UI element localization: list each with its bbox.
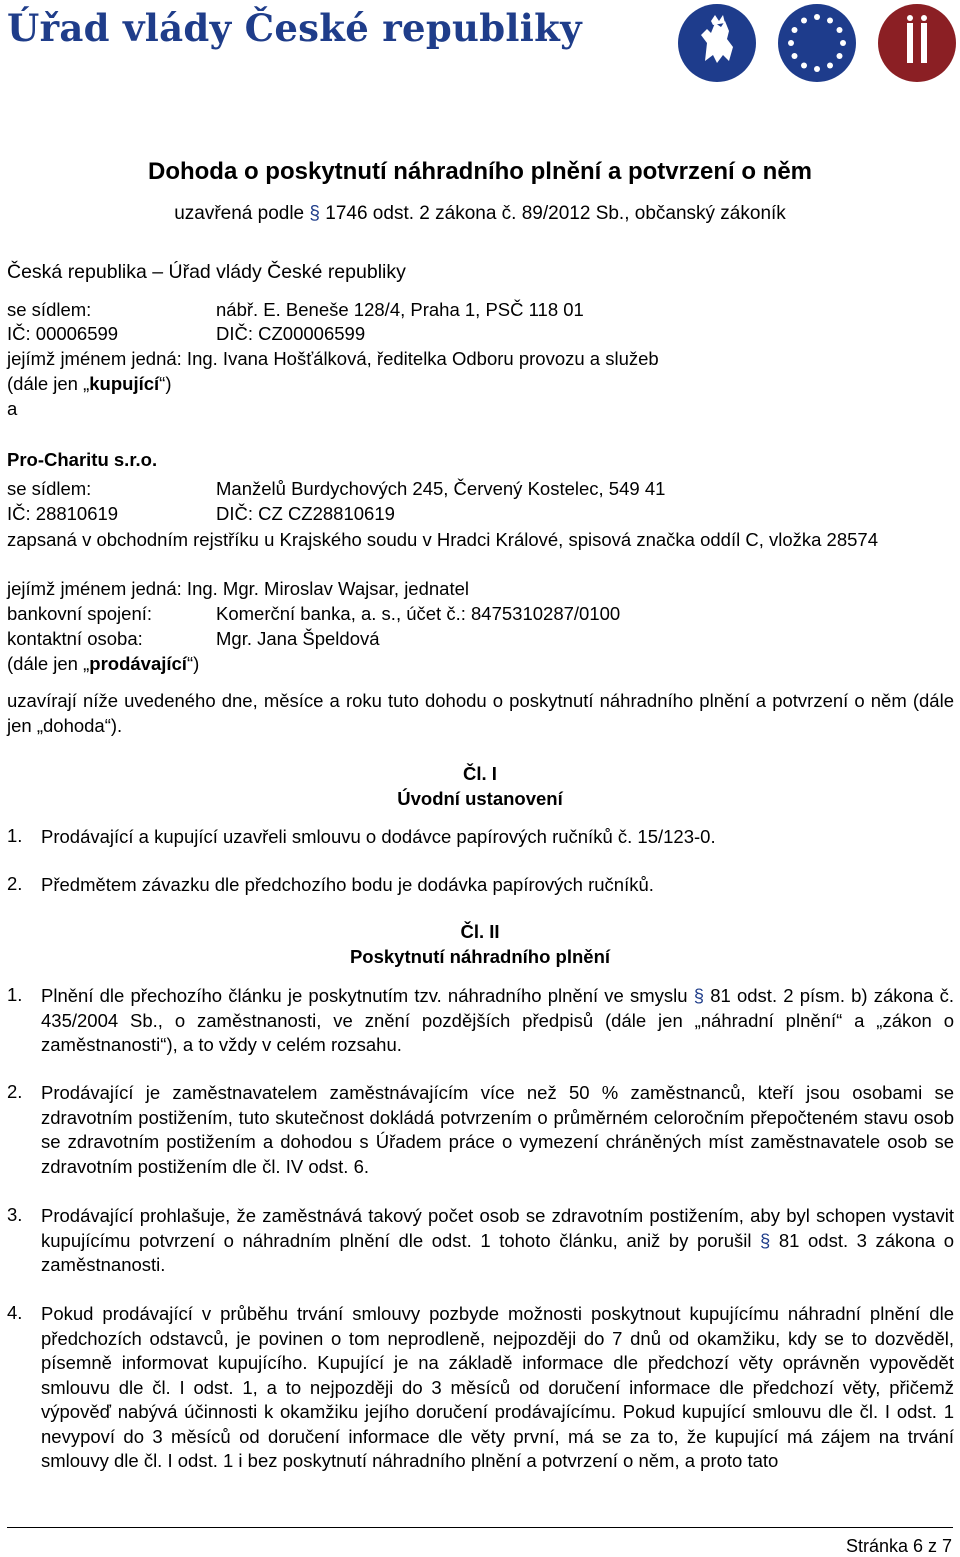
buyer-alias: (dále jen „kupující“) xyxy=(7,373,172,394)
buyer-seat-value: nábř. E. Beneše 128/4, Praha 1, PSČ 118 01 xyxy=(216,299,584,320)
article-1-item-2-text: Předmětem závazku dle předchozího bodu je dodávka papírových ručníků. xyxy=(41,874,654,895)
article-2-item-3-text: Prodávající prohlašuje, že zaměstnává takový počet osob se zdravotním postižením, aby byl schopen vystavit kupujícímu potvrzení o náhradním plnění dle odst. 1 tohoto článku, aniž by porušil § 81 odst. 3 zákona o zaměstnanosti. xyxy=(41,1205,955,1275)
seller-contact-label: kontaktní osoba: xyxy=(7,628,143,649)
article-2-item-2-text: Prodávající je zaměstnavatelem zaměstnávajícím více než 50 % zaměstnanců, kteří jsou osobami se zdravotním postižením, tuto skutečnost dokládá potvrzením o průměrném celoročním přepočteném stavu osob se zdravotním postižením a dohodou s Úřadem práce o vymezení chráněných míst zaměstnavatele osob se zdravotním postižením dle čl. IV odst. 6. xyxy=(41,1082,954,1177)
document-title: Dohoda o poskytnutí náhradního plnění a potvrzení o něm xyxy=(147,158,813,185)
section-sign: § xyxy=(693,985,705,1006)
footer-divider xyxy=(7,1527,953,1528)
buyer-ic: IČ: 00006599 xyxy=(7,323,119,344)
seller-bank-label: bankovní spojení: xyxy=(7,603,153,624)
buyer-dic: DIČ: CZ00006599 xyxy=(216,323,366,344)
czech-lion-emblem-icon xyxy=(677,3,757,83)
article-2-item-4-number: 4. xyxy=(7,1302,23,1323)
article-2-item-1-text: Plnění dle přechozího článku je poskytnutím tzv. náhradního plnění ve smyslu § 81 odst. 2 písm. b) zákona č. 435/2004 Sb., o zaměstnanosti, ve znění pozdějších předpisů (dále jen „náhradní plnění“ a „zákon o zaměstnanosti“), a to vždy v celém rozsahu. xyxy=(41,985,954,1055)
article-1-item-1-number: 1. xyxy=(7,825,23,846)
seller-alias: (dále jen „prodávající“) xyxy=(7,653,200,674)
section-sign: § xyxy=(760,1229,771,1251)
document-subtitle: uzavřená podle § 1746 odst. 2 zákona č. 89/2012 Sb., občanský zákoník xyxy=(174,203,786,224)
header-title: Úřad vlády České republiky xyxy=(7,6,582,50)
buyer-name: Česká republika – Úřad vlády České republiky xyxy=(7,261,406,283)
eu-stars-emblem-icon xyxy=(777,3,857,83)
government-emblem-icon xyxy=(877,3,957,83)
article-2-item-4-text: Pokud prodávající v průběhu trvání smlouvy pozbyde možnosti poskytnout kupujícímu náhradní plnění dle předchozích odstavců, je povinen o tom neprodleně, nejpozději do 7 dnů od okamžiku, kdy se to dozvěděl, písemně informovat kupujícího. Kupující je na základě informace dle předchozí věty oprávněn vypovědět smlouvu dle čl. I odst. 1, a to nejpozději do 3 měsíců od doručení informace dle předchozí věty, přičemž výpověď nabývá účinnosti k okamžiku jejího doručení prodávajícímu. Pokud kupující smlouvu dle čl. I odst. 1 nevypoví do 3 měsíců od doručení informace dle věty první, má se za to, že kupující má zájem na trvání smlouvy dle čl. I odst. 1 i bez poskytnutí náhradního plnění a potvrzení o něm, a proto tato xyxy=(41,1303,954,1471)
article-1-item-1-text: Prodávající a kupující uzavřeli smlouvu o dodávce papírových ručníků č. 15/123-0. xyxy=(41,826,716,847)
buyer-representative: jejímž jménem jedná: Ing. Ivana Hošťálková, ředitelka Odboru provozu a služeb xyxy=(7,348,659,369)
seller-bank-value: Komerční banka, a. s., účet č.: 8475310287/0100 xyxy=(216,603,621,624)
article-1-item-2-number: 2. xyxy=(7,873,23,894)
seller-name: Pro-Charitu s.r.o. xyxy=(7,449,158,470)
and-conjunction: a xyxy=(7,398,18,419)
seller-register: zapsaná v obchodním rejstříku u Krajského soudu v Hradci Králové, spisová značka oddíl C, vložka 28574 xyxy=(7,529,878,550)
seller-seat-value: Manželů Burdychových 245, Červený Kostelec, 549 41 xyxy=(216,478,666,499)
article-2-number: Čl. II xyxy=(460,921,500,942)
buyer-seat-label: se sídlem: xyxy=(7,299,92,320)
article-2-item-2-number: 2. xyxy=(7,1081,23,1102)
article-1-title: Úvodní ustanovení xyxy=(397,788,563,809)
seller-contact-value: Mgr. Jana Špeldová xyxy=(216,628,380,649)
seller-ic: IČ: 28810619 xyxy=(7,503,119,524)
article-2-title: Poskytnutí náhradního plnění xyxy=(349,946,611,967)
article-1-number: Čl. I xyxy=(463,763,497,784)
seller-seat-label: se sídlem: xyxy=(7,478,92,499)
page-number: Stránka 6 z 7 xyxy=(845,1536,952,1556)
article-2-item-3-number: 3. xyxy=(7,1204,23,1225)
article-2-item-1-number: 1. xyxy=(7,984,23,1005)
seller-dic: DIČ: CZ CZ28810619 xyxy=(216,503,395,524)
intro-paragraph: uzavírají níže uvedeného dne, měsíce a roku tuto dohodu o poskytnutí náhradního plnění a potvrzení o něm (dále jen „dohoda“). xyxy=(7,690,954,736)
section-sign: § xyxy=(309,203,320,224)
seller-representative: jejímž jménem jedná: Ing. Mgr. Miroslav Wajsar, jednatel xyxy=(7,578,469,599)
